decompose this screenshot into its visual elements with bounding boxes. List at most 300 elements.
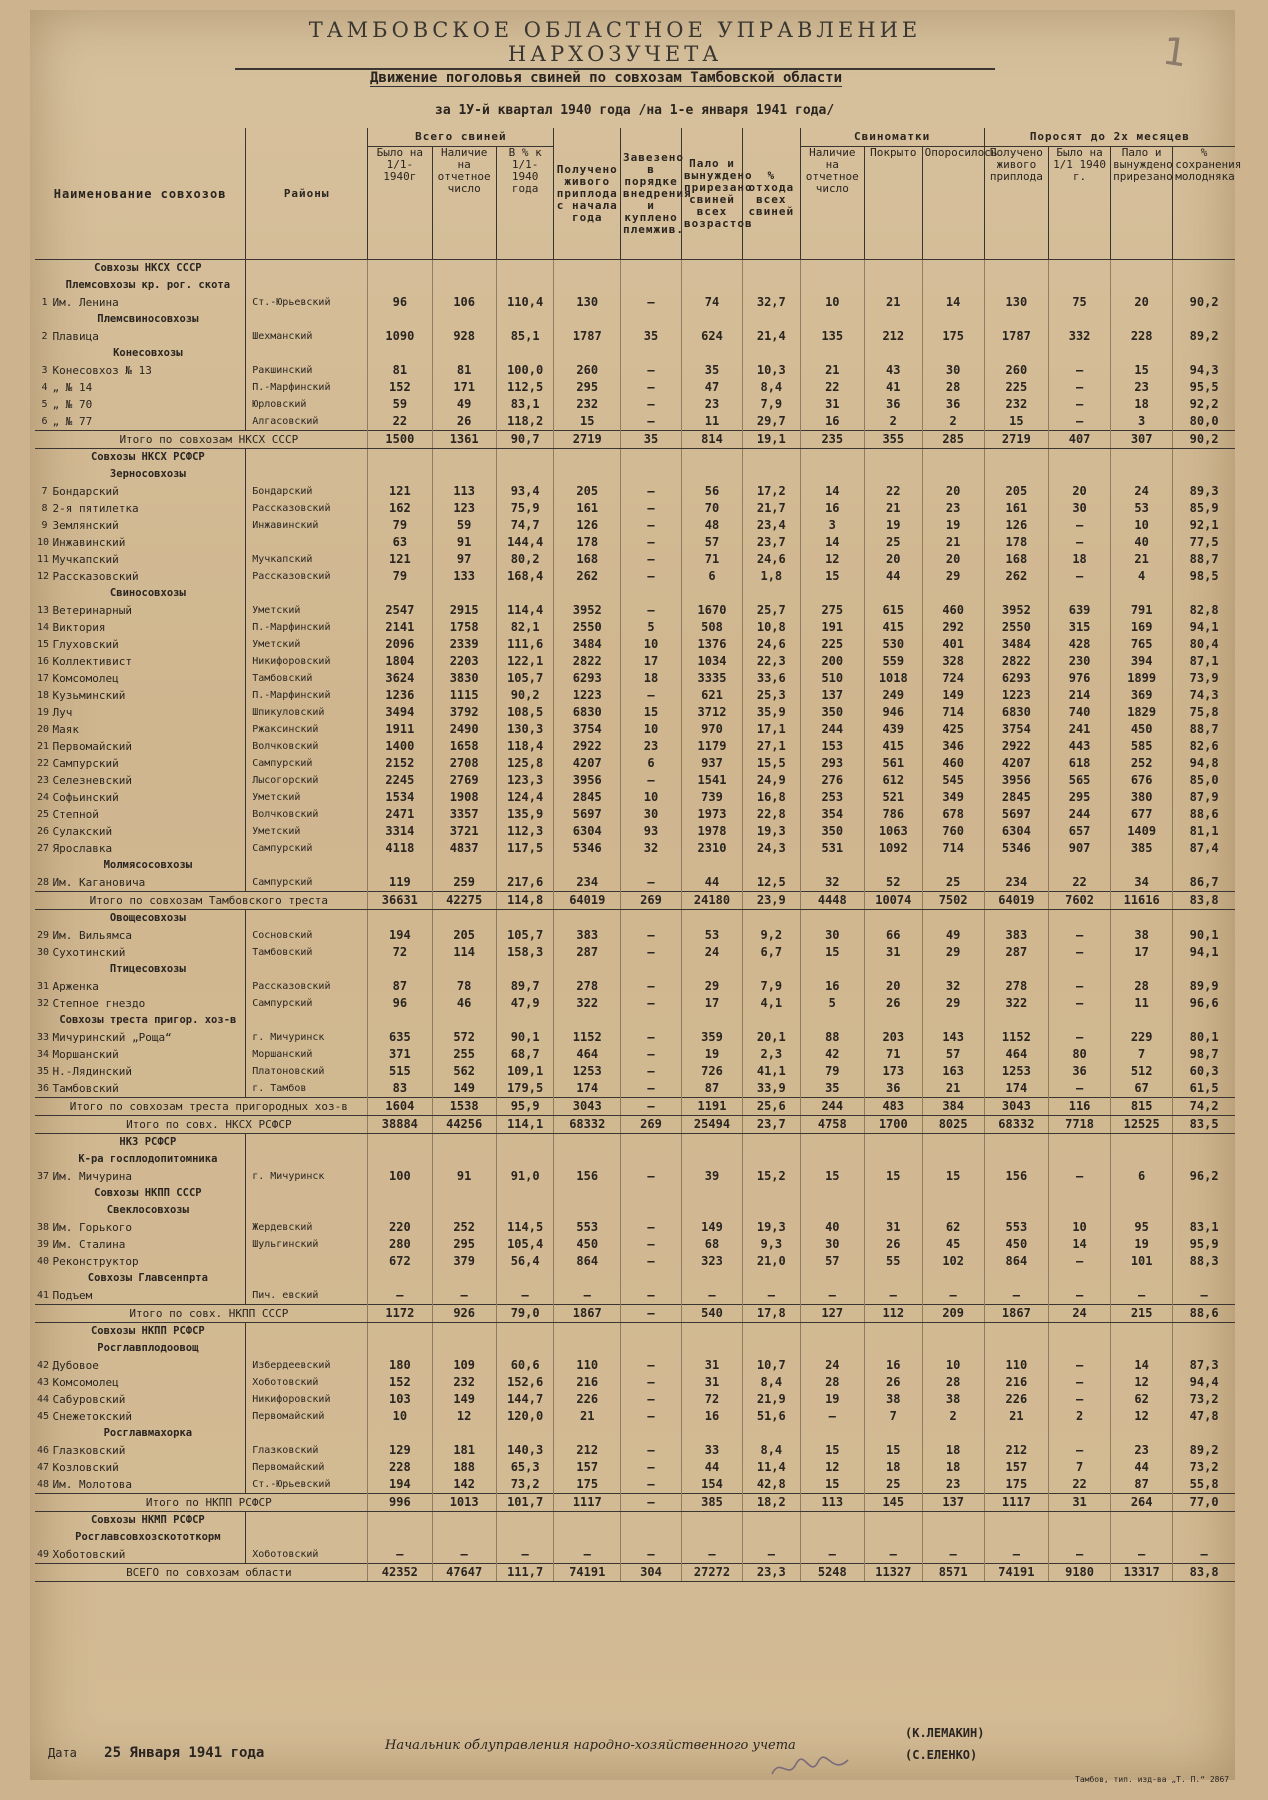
value-cell: 280: [368, 1236, 432, 1253]
value-cell: 22: [368, 413, 432, 431]
value-cell: 6304: [984, 823, 1048, 840]
value-cell: 2845: [554, 789, 621, 806]
col-district-header: Районы: [246, 128, 368, 260]
value-cell: 394: [1111, 653, 1173, 670]
value-cell: 179,5: [496, 1080, 554, 1098]
section-label: Овощесовхозы: [109, 912, 186, 924]
value-cell: 15: [864, 1168, 922, 1185]
value-cell: –: [621, 1305, 682, 1323]
value-cell: 68332: [554, 1116, 621, 1134]
value-cell: 2490: [432, 721, 496, 738]
value-cell: 152: [368, 1374, 432, 1391]
table-row: [35, 396, 1235, 413]
value-cell: 126: [984, 517, 1048, 534]
district-name: Сосновский: [246, 927, 368, 944]
value-cell: 33,9: [742, 1080, 800, 1098]
value-cell: 2845: [984, 789, 1048, 806]
table-row: [35, 483, 1235, 500]
value-cell: 16,8: [742, 789, 800, 806]
value-cell: 1400: [368, 738, 432, 755]
value-cell: 585: [1111, 738, 1173, 755]
value-cell: 24: [682, 944, 743, 961]
value-cell: 1409: [1111, 823, 1173, 840]
value-cell: 36631: [368, 892, 432, 910]
value-cell: 144,4: [496, 534, 554, 551]
total-row: [35, 431, 1235, 449]
value-cell: 4758: [800, 1116, 864, 1134]
value-cell: 15: [800, 1442, 864, 1459]
district-name: Избердеевский: [246, 1357, 368, 1374]
value-cell: 15: [800, 1168, 864, 1185]
value-cell: 27272: [682, 1564, 743, 1582]
value-cell: 5248: [800, 1564, 864, 1582]
section-label: Совхозы НКСХ СССР: [94, 262, 202, 274]
value-cell: 32: [922, 978, 984, 995]
value-cell: 11,4: [742, 1459, 800, 1476]
value-cell: 1223: [984, 687, 1048, 704]
value-cell: 95,9: [1173, 1236, 1235, 1253]
value-cell: 1376: [682, 636, 743, 653]
value-cell: 7502: [922, 892, 984, 910]
value-cell: 19: [864, 517, 922, 534]
col-c10-header: Опоросилось: [922, 147, 984, 260]
value-cell: –: [1049, 413, 1111, 431]
value-cell: 88: [800, 1029, 864, 1046]
farm-name: Дубовое: [52, 1359, 99, 1372]
value-cell: 21: [922, 1080, 984, 1098]
value-cell: 428: [1049, 636, 1111, 653]
value-cell: 384: [922, 1098, 984, 1116]
value-cell: 74191: [984, 1564, 1048, 1582]
section-header-row: [35, 311, 1235, 328]
district-name: Сампурский: [246, 874, 368, 892]
value-cell: 1700: [864, 1116, 922, 1134]
value-cell: 1911: [368, 721, 432, 738]
value-cell: 10074: [864, 892, 922, 910]
value-cell: 8,4: [742, 1442, 800, 1459]
row-index: 34: [37, 1049, 50, 1060]
farm-name: Глазковский: [52, 1444, 126, 1457]
value-cell: 349: [922, 789, 984, 806]
table-row: [35, 1442, 1235, 1459]
value-cell: 970: [682, 721, 743, 738]
district-name: Сампурский: [246, 840, 368, 857]
value-cell: 19: [800, 1391, 864, 1408]
row-index: 43: [37, 1377, 50, 1388]
document-title: Движение поголовья свиней по совхозам Тамбовской области: [370, 70, 843, 86]
section-header-row: [35, 961, 1235, 978]
value-cell: 17,8: [742, 1305, 800, 1323]
value-cell: 2922: [554, 738, 621, 755]
value-cell: 2769: [432, 772, 496, 789]
value-cell: –: [432, 1546, 496, 1564]
value-cell: 66: [864, 927, 922, 944]
value-cell: 4118: [368, 840, 432, 857]
value-cell: 56,4: [496, 1253, 554, 1270]
value-cell: 87,9: [1173, 789, 1235, 806]
value-cell: 1236: [368, 687, 432, 704]
farm-name: Сабуровский: [52, 1393, 126, 1406]
value-cell: –: [864, 1287, 922, 1305]
value-cell: 21: [864, 294, 922, 311]
value-cell: 1670: [682, 602, 743, 619]
value-cell: 75,8: [1173, 704, 1235, 721]
farm-name: Н.-Лядинский: [52, 1065, 132, 1078]
value-cell: 4207: [984, 755, 1048, 772]
value-cell: 225: [800, 636, 864, 653]
row-index: 12: [37, 571, 50, 582]
table-row: [35, 534, 1235, 551]
value-cell: 7,9: [742, 396, 800, 413]
value-cell: –: [1049, 1546, 1111, 1564]
value-cell: 215: [1111, 1305, 1173, 1323]
farm-name: Землянский: [52, 519, 119, 532]
value-cell: –: [800, 1408, 864, 1425]
value-cell: 10: [368, 1408, 432, 1425]
value-cell: 439: [864, 721, 922, 738]
value-cell: 1117: [554, 1494, 621, 1512]
value-cell: 401: [922, 636, 984, 653]
table-row: [35, 602, 1235, 619]
value-cell: 540: [682, 1305, 743, 1323]
section-header-row: [35, 1151, 1235, 1168]
value-cell: –: [984, 1287, 1048, 1305]
value-cell: 1804: [368, 653, 432, 670]
value-cell: 96,6: [1173, 995, 1235, 1012]
value-cell: 10,8: [742, 619, 800, 636]
value-cell: –: [621, 413, 682, 431]
value-cell: 73,2: [1173, 1459, 1235, 1476]
value-cell: 464: [984, 1046, 1048, 1063]
value-cell: 726: [682, 1063, 743, 1080]
table-row: [35, 294, 1235, 311]
table-row: [35, 1080, 1235, 1098]
value-cell: 22: [864, 483, 922, 500]
value-cell: –: [1049, 362, 1111, 379]
value-cell: 483: [864, 1098, 922, 1116]
farm-name: Им. Ленина: [52, 296, 119, 309]
value-cell: 15: [864, 1442, 922, 1459]
table-row: [35, 636, 1235, 653]
value-cell: 21,0: [742, 1253, 800, 1270]
value-cell: 5: [621, 619, 682, 636]
value-cell: 90,1: [1173, 927, 1235, 944]
value-cell: 89,7: [496, 978, 554, 995]
value-cell: 907: [1049, 840, 1111, 857]
value-cell: 25494: [682, 1116, 743, 1134]
value-cell: 83,1: [496, 396, 554, 413]
value-cell: 94,1: [1173, 619, 1235, 636]
value-cell: 156: [984, 1168, 1048, 1185]
value-cell: 91: [432, 1168, 496, 1185]
value-cell: 11616: [1111, 892, 1173, 910]
district-name: Бондарский: [246, 483, 368, 500]
row-index: 19: [37, 707, 50, 718]
value-cell: 21: [922, 534, 984, 551]
value-cell: 171: [432, 379, 496, 396]
col-c9-header: Покрыто: [864, 147, 922, 260]
value-cell: 11: [682, 413, 743, 431]
value-cell: 7,9: [742, 978, 800, 995]
value-cell: 33: [682, 1442, 743, 1459]
value-cell: 278: [554, 978, 621, 995]
value-cell: 87: [368, 978, 432, 995]
value-cell: 415: [864, 619, 922, 636]
row-index: 6: [41, 416, 48, 427]
farm-name: Бондарский: [52, 485, 119, 498]
value-cell: 814: [682, 431, 743, 449]
value-cell: 545: [922, 772, 984, 789]
value-cell: 200: [800, 653, 864, 670]
value-cell: 1063: [864, 823, 922, 840]
value-cell: 10: [922, 1357, 984, 1374]
value-cell: –: [1049, 1168, 1111, 1185]
farm-name: 2-я пятилетка: [52, 502, 139, 515]
value-cell: –: [621, 1219, 682, 1236]
value-cell: 1034: [682, 653, 743, 670]
value-cell: 354: [800, 806, 864, 823]
value-cell: 175: [554, 1476, 621, 1494]
row-index: [35, 1305, 51, 1323]
value-cell: 188: [432, 1459, 496, 1476]
farm-name: Степное гнездо: [52, 997, 146, 1010]
table-row: [35, 517, 1235, 534]
value-cell: 21: [800, 362, 864, 379]
col-c5-header: Завезено в порядке внедрения и куплено племжив.: [621, 128, 682, 260]
row-index: [35, 431, 51, 449]
col-c1-header: Было на 1/1-1940г: [368, 147, 432, 260]
value-cell: 2: [922, 1408, 984, 1425]
value-cell: –: [621, 874, 682, 892]
section-label: Свиносовхозы: [109, 587, 186, 599]
value-cell: 212: [864, 328, 922, 345]
value-cell: 60,3: [1173, 1063, 1235, 1080]
row-index: 44: [37, 1394, 50, 1405]
value-cell: 95: [1111, 1219, 1173, 1236]
value-cell: 264: [1111, 1494, 1173, 1512]
col-c6-header: Пало и вынуждено прирезано свиней всех возрастов: [682, 128, 743, 260]
value-cell: 209: [922, 1305, 984, 1323]
value-cell: 553: [554, 1219, 621, 1236]
document-subtitle: за 1У-й квартал 1940 года /на 1-е января 1941 года/: [435, 103, 835, 118]
value-cell: 2915: [432, 602, 496, 619]
value-cell: 157: [554, 1459, 621, 1476]
value-cell: 130: [984, 294, 1048, 311]
value-cell: 946: [864, 704, 922, 721]
value-cell: –: [621, 1442, 682, 1459]
value-cell: 1758: [432, 619, 496, 636]
table-row: [35, 772, 1235, 789]
value-cell: 31: [864, 944, 922, 961]
value-cell: 20: [1049, 483, 1111, 500]
value-cell: 90,2: [1173, 431, 1235, 449]
section-header-row: [35, 1012, 1235, 1029]
row-index: 3: [41, 365, 48, 376]
value-cell: –: [621, 1287, 682, 1305]
value-cell: 145: [864, 1494, 922, 1512]
value-cell: 31: [682, 1374, 743, 1391]
value-cell: 80: [1049, 1046, 1111, 1063]
value-cell: –: [621, 517, 682, 534]
value-cell: 379: [432, 1253, 496, 1270]
value-cell: 22,8: [742, 806, 800, 823]
value-cell: 252: [432, 1219, 496, 1236]
value-cell: 14: [800, 483, 864, 500]
district-name: Ст.-Юрьевский: [246, 1476, 368, 1494]
district-name: Юрловский: [246, 396, 368, 413]
value-cell: –: [621, 772, 682, 789]
value-cell: 4207: [554, 755, 621, 772]
value-cell: 35: [621, 431, 682, 449]
value-cell: 30: [1049, 500, 1111, 517]
value-cell: 12525: [1111, 1116, 1173, 1134]
value-cell: –: [1049, 927, 1111, 944]
value-cell: 760: [922, 823, 984, 840]
section-label: Совхозы НКМП РСФСР: [90, 1514, 205, 1526]
value-cell: 135,9: [496, 806, 554, 823]
value-cell: 96: [368, 294, 432, 311]
value-cell: 194: [368, 927, 432, 944]
value-cell: 87,3: [1173, 1357, 1235, 1374]
col-c3-header: В % к 1/1-1940 года: [496, 147, 554, 260]
value-cell: 25,6: [742, 1098, 800, 1116]
row-index: [35, 892, 51, 910]
col-c14-header: % сохранения молодняка: [1173, 147, 1235, 260]
value-cell: 28: [922, 1374, 984, 1391]
row-index: 7: [41, 486, 48, 497]
value-cell: 62: [922, 1219, 984, 1236]
value-cell: 287: [554, 944, 621, 961]
section-label: Совхозы НКПП РСФСР: [90, 1325, 205, 1337]
farm-name: Виктория: [52, 621, 106, 634]
value-cell: 15: [800, 568, 864, 585]
value-cell: 89,2: [1173, 1442, 1235, 1459]
value-cell: –: [984, 1546, 1048, 1564]
value-cell: 450: [1111, 721, 1173, 738]
row-index: 31: [37, 981, 50, 992]
value-cell: 33,6: [742, 670, 800, 687]
value-cell: 18: [621, 670, 682, 687]
section-header-row: [35, 277, 1235, 294]
value-cell: –: [621, 396, 682, 413]
value-cell: 5346: [984, 840, 1048, 857]
value-cell: 94,3: [1173, 362, 1235, 379]
value-cell: 20: [1111, 294, 1173, 311]
row-index: 17: [37, 673, 50, 684]
value-cell: 83,8: [1173, 892, 1235, 910]
district-name: Первомайский: [246, 1408, 368, 1425]
value-cell: 530: [864, 636, 922, 653]
value-cell: 41,1: [742, 1063, 800, 1080]
table-row: [35, 328, 1235, 345]
value-cell: 3721: [432, 823, 496, 840]
value-cell: 615: [864, 602, 922, 619]
value-cell: –: [1111, 1287, 1173, 1305]
value-cell: 38884: [368, 1116, 432, 1134]
value-cell: 105,7: [496, 927, 554, 944]
district-name: Шехманский: [246, 328, 368, 345]
value-cell: 515: [368, 1063, 432, 1080]
value-cell: 39: [682, 1168, 743, 1185]
value-cell: 90,2: [1173, 294, 1235, 311]
value-cell: 173: [864, 1063, 922, 1080]
table-row: [35, 806, 1235, 823]
value-cell: 26: [864, 1374, 922, 1391]
table-row: [35, 1287, 1235, 1305]
value-cell: 17,2: [742, 483, 800, 500]
value-cell: 24,9: [742, 772, 800, 789]
value-cell: –: [1049, 978, 1111, 995]
value-cell: 425: [922, 721, 984, 738]
value-cell: 3314: [368, 823, 432, 840]
value-cell: 40: [1111, 534, 1173, 551]
farm-name: Итого по совх. НКСХ РСФСР: [51, 1116, 368, 1134]
district-name: П.-Марфинский: [246, 619, 368, 636]
value-cell: 3: [1111, 413, 1173, 431]
value-cell: 249: [864, 687, 922, 704]
value-cell: 28: [1111, 978, 1173, 995]
row-index: 16: [37, 656, 50, 667]
value-cell: 415: [864, 738, 922, 755]
value-cell: 18: [922, 1459, 984, 1476]
value-cell: 14: [1049, 1236, 1111, 1253]
value-cell: 36: [864, 396, 922, 413]
value-cell: 60,6: [496, 1357, 554, 1374]
value-cell: –: [1049, 379, 1111, 396]
value-cell: 612: [864, 772, 922, 789]
value-cell: 217,6: [496, 874, 554, 892]
value-cell: 72: [682, 1391, 743, 1408]
value-cell: 161: [554, 500, 621, 517]
value-cell: 2550: [554, 619, 621, 636]
value-cell: –: [368, 1287, 432, 1305]
value-cell: 161: [984, 500, 1048, 517]
value-cell: 91,0: [496, 1168, 554, 1185]
value-cell: 111,6: [496, 636, 554, 653]
value-cell: 2719: [984, 431, 1048, 449]
value-cell: 47: [682, 379, 743, 396]
value-cell: 29: [922, 995, 984, 1012]
section-label: Свеклосовхозы: [106, 1204, 189, 1216]
value-cell: 241: [1049, 721, 1111, 738]
col-c4-header: Получено живого приплода с начала года: [554, 128, 621, 260]
table-row: [35, 789, 1235, 806]
table-row: [35, 362, 1235, 379]
value-cell: 7: [1111, 1046, 1173, 1063]
value-cell: 143: [922, 1029, 984, 1046]
farm-name: Мучкапский: [52, 553, 119, 566]
value-cell: 110: [984, 1357, 1048, 1374]
value-cell: 639: [1049, 602, 1111, 619]
table-row: [35, 379, 1235, 396]
row-index: 49: [37, 1549, 50, 1560]
value-cell: 23: [682, 396, 743, 413]
value-cell: 12: [800, 1459, 864, 1476]
row-index: 13: [37, 605, 50, 616]
value-cell: 3754: [984, 721, 1048, 738]
value-cell: 111,7: [496, 1564, 554, 1582]
value-cell: 85,0: [1173, 772, 1235, 789]
table-row: [35, 927, 1235, 944]
value-cell: 101,7: [496, 1494, 554, 1512]
date-value: 25 Января 1941 года: [104, 1745, 265, 1761]
value-cell: 6293: [554, 670, 621, 687]
value-cell: 235: [800, 431, 864, 449]
value-cell: 49: [922, 927, 984, 944]
value-cell: 74,7: [496, 517, 554, 534]
value-cell: 106: [432, 294, 496, 311]
row-index: 40: [37, 1256, 50, 1267]
